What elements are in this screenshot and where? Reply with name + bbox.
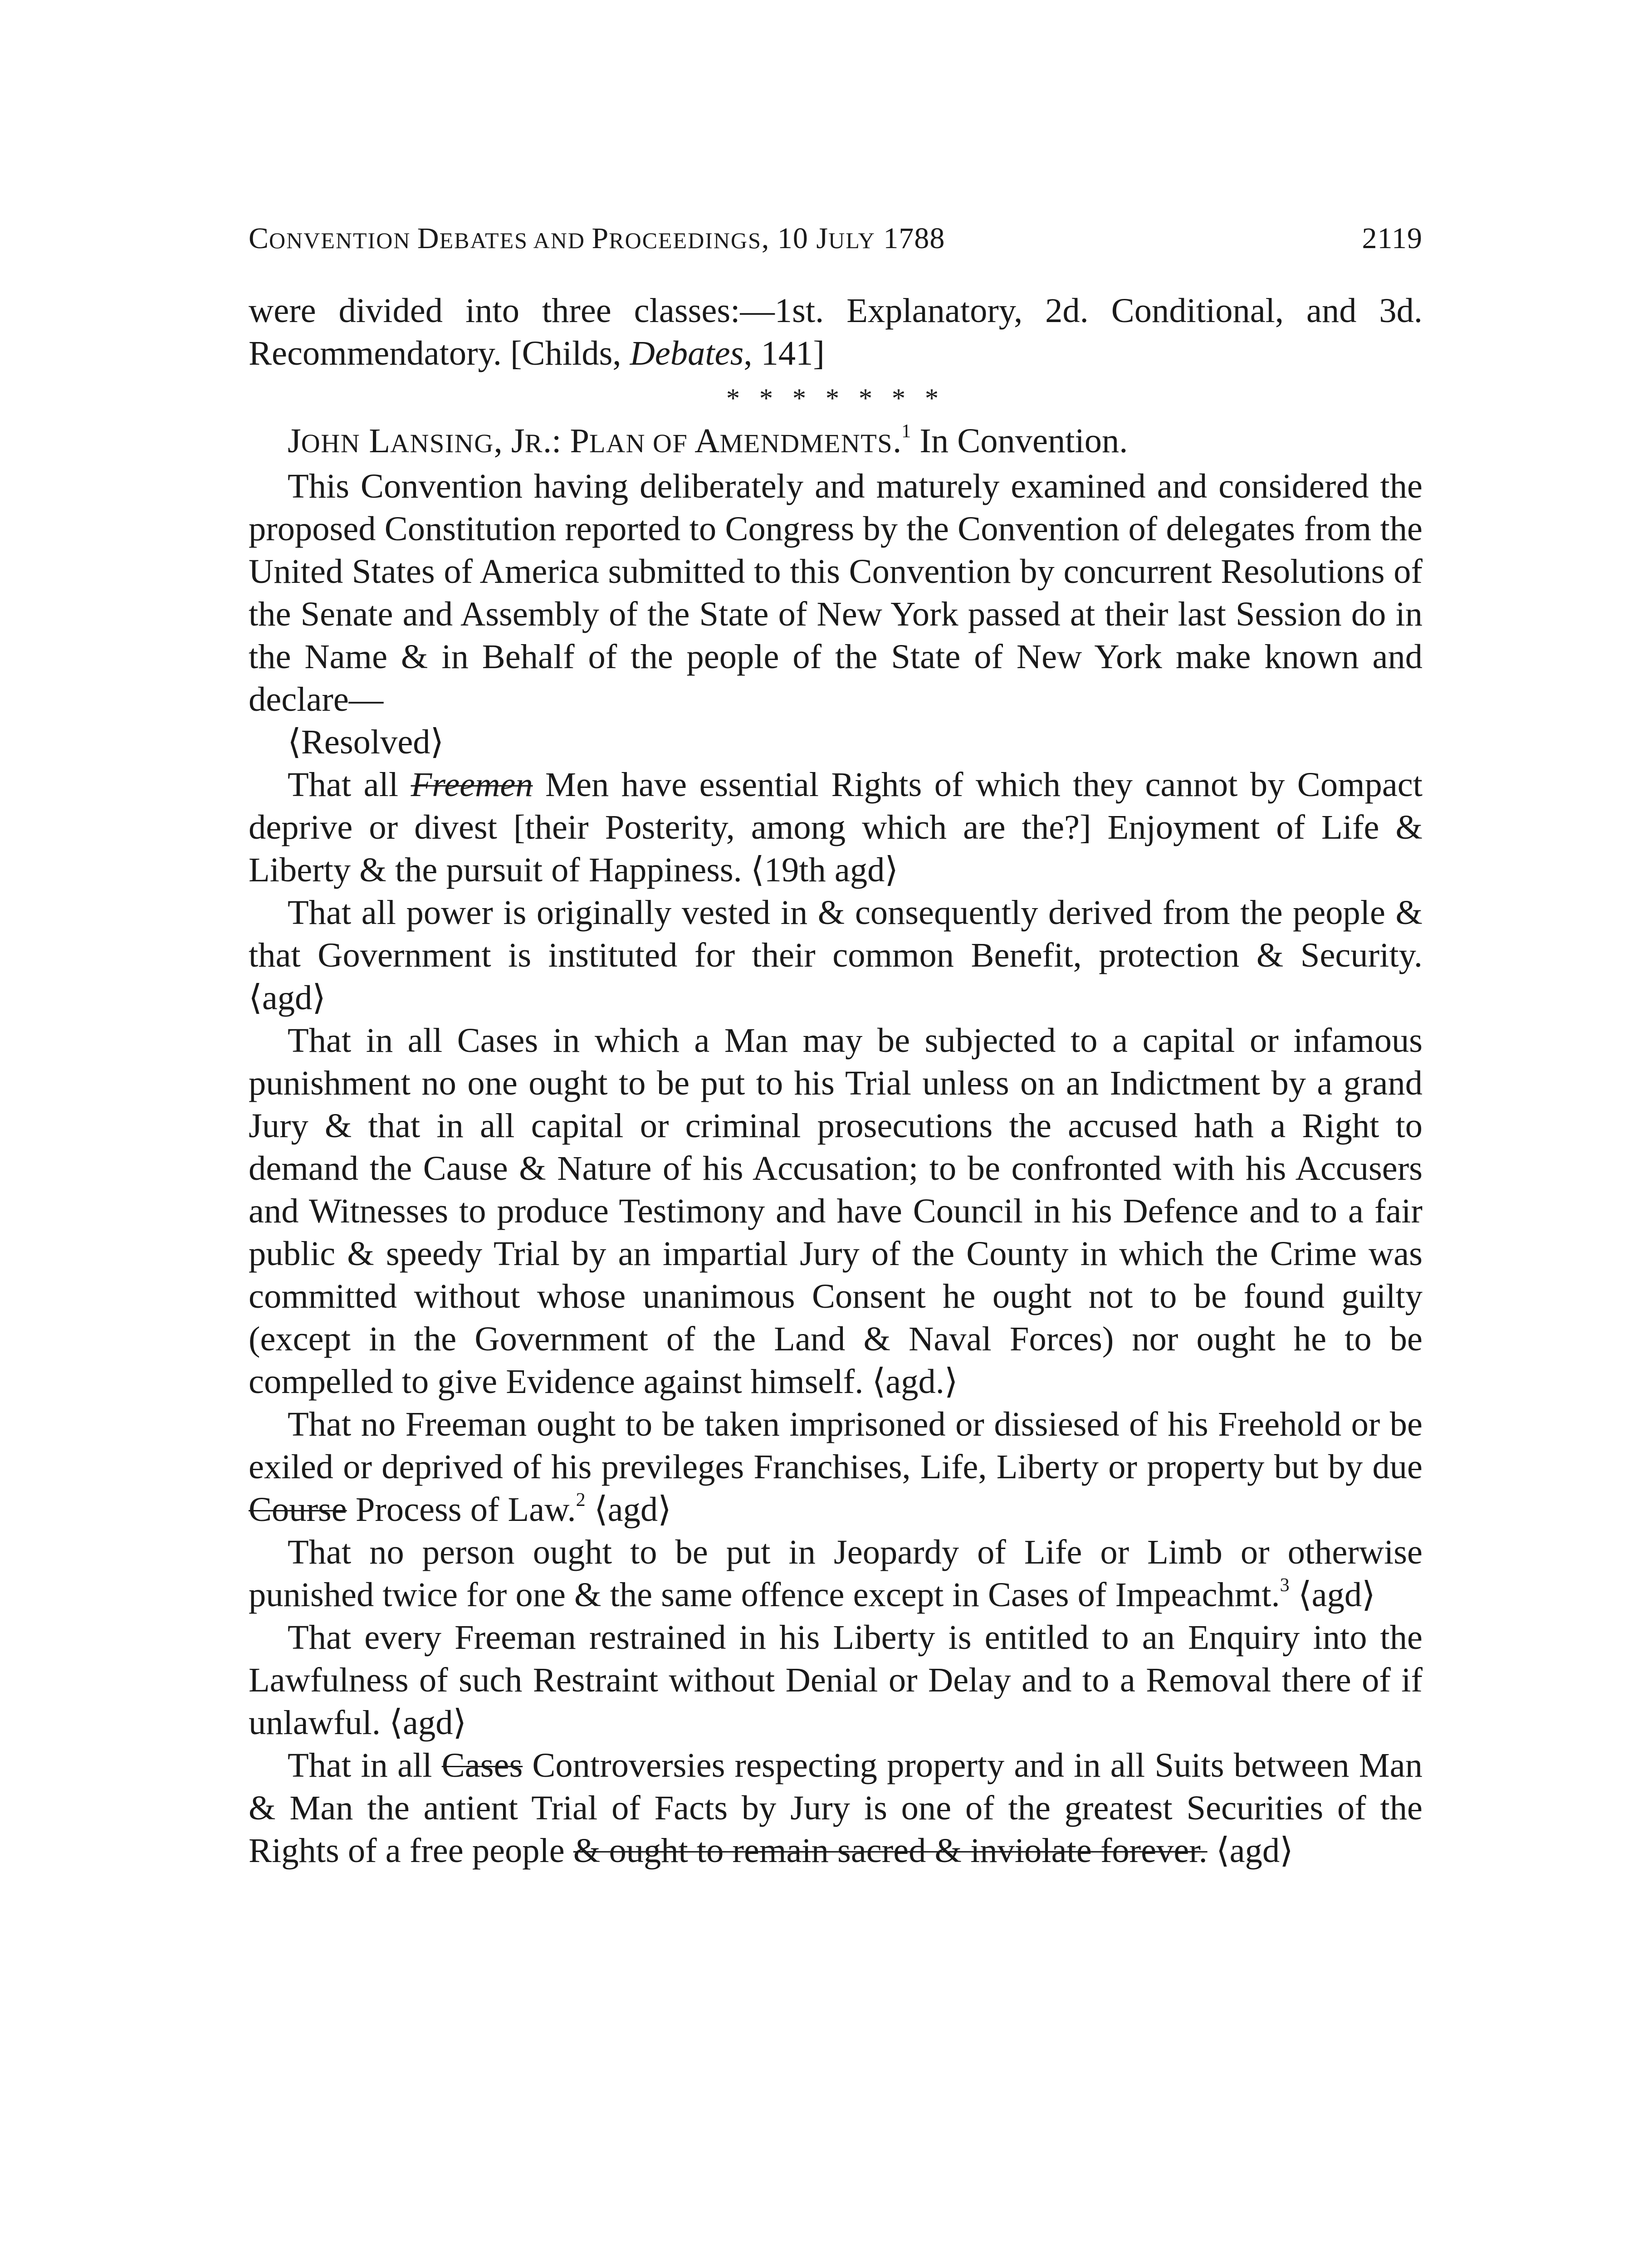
struck-text: Freemen xyxy=(411,765,533,804)
paragraph-power-vested: That all power is originally vested in & consequently derived from the people & that Government is instituted for their common Benefit, protection & Security. ⟨agd⟩ xyxy=(249,893,1423,1017)
paragraph-essential-rights: That all Freemen Men have essential Rights of which they cannot by Compact deprive or divest [their Posterity, among which are the?] Enjoyment of Life & Liberty & the pursuit of Happiness. ⟨19th agd⟩ xyxy=(249,765,1423,889)
footnote-marker: 2 xyxy=(576,1490,586,1511)
paragraph-preamble: This Convention having deliberately and maturely examined and considered the proposed Constitution reported to Congress by the Convention of delegates from the United States of America submitted to this Convention by concurrent Resolutions of the Senate and Assembly of the State of New York passed at their last Session do in the Name & in Behalf of the people of the State of New York make known and declare— xyxy=(249,467,1423,719)
struck-text: & ought to remain sacred & inviolate forever. xyxy=(573,1831,1208,1870)
paragraph-habeas-corpus: That every Freeman restrained in his Liberty is entitled to an Enquiry into the Lawfulness of such Restraint without Denial or Delay and to a Removal there of if unlawful. ⟨agd⟩ xyxy=(249,1618,1423,1742)
section-separator: * * * * * * * xyxy=(726,383,945,413)
paragraph-due-process: That no Freeman ought to be taken imprisoned or dissiesed of his Freehold or be exiled or deprived of his previleges Franchises, Life, Liberty or property but by due Course Process of Law.$^2$ ⟨agd⟩ xyxy=(249,1405,1423,1529)
document-page xyxy=(249,220,1423,1872)
struck-text: Course xyxy=(249,1490,347,1529)
page-number: 2119 xyxy=(1362,222,1423,255)
running-head-title: CONVENTION DEBATES AND PROCEEDINGS, 10 JULY 1788 xyxy=(249,222,945,255)
paragraph-capital-cases: That in all Cases in which a Man may be subjected to a capital or infamous punishment no one ought to be put to his Trial unless on an Indictment by a grand Jury & that in all capital or criminal prosecutions the accused hath a Right to demand the Cause & Nature of his Accusation; to be confronted with his Accusers and Witnesses to produce Testimony and have Council in his Defence and to a fair public & speedy Trial by an impartial Jury of the County in which the Crime was committed without whose unanimous Consent he ought not to be found guilty (except in the Government of the Land & Naval Forces) nor ought he to be compelled to give Evidence against himself. ⟨agd.⟩ xyxy=(249,1021,1423,1401)
body-text xyxy=(249,289,1423,1872)
running-head xyxy=(249,220,1423,259)
paragraph-double-jeopardy: That no person ought to be put in Jeopardy of Life or Limb or otherwise punished twice for one & the same offence except in Cases of Impeachmt.$^3$ ⟨agd⟩ xyxy=(249,1533,1423,1614)
paragraph-trial-by-jury: That in all Cases Controversies respecting property and in all Suits between Man & Man the antient Trial of Facts by Jury is one of the greatest Securities of the Rights of a free people & ought to remain sacred & inviolate forever. ⟨agd⟩ xyxy=(249,1746,1423,1870)
section-heading: JOHN LANSING, JR.: PLAN OF AMENDMENTS.$^1$ In Convention. xyxy=(288,421,1128,460)
paragraph-resolved: ⟨Resolved⟩ xyxy=(288,723,444,761)
struck-text: Cases xyxy=(441,1746,523,1784)
footnote-marker: 1 xyxy=(901,421,911,442)
footnote-marker: 3 xyxy=(1280,1575,1290,1596)
paragraph-intro: were divided into three classes:—1st. Explanatory, 2d. Conditional, and 3d. Recommendatory. [Childs, Debates, 141] xyxy=(249,291,1423,372)
source-title: Debates xyxy=(630,334,744,372)
